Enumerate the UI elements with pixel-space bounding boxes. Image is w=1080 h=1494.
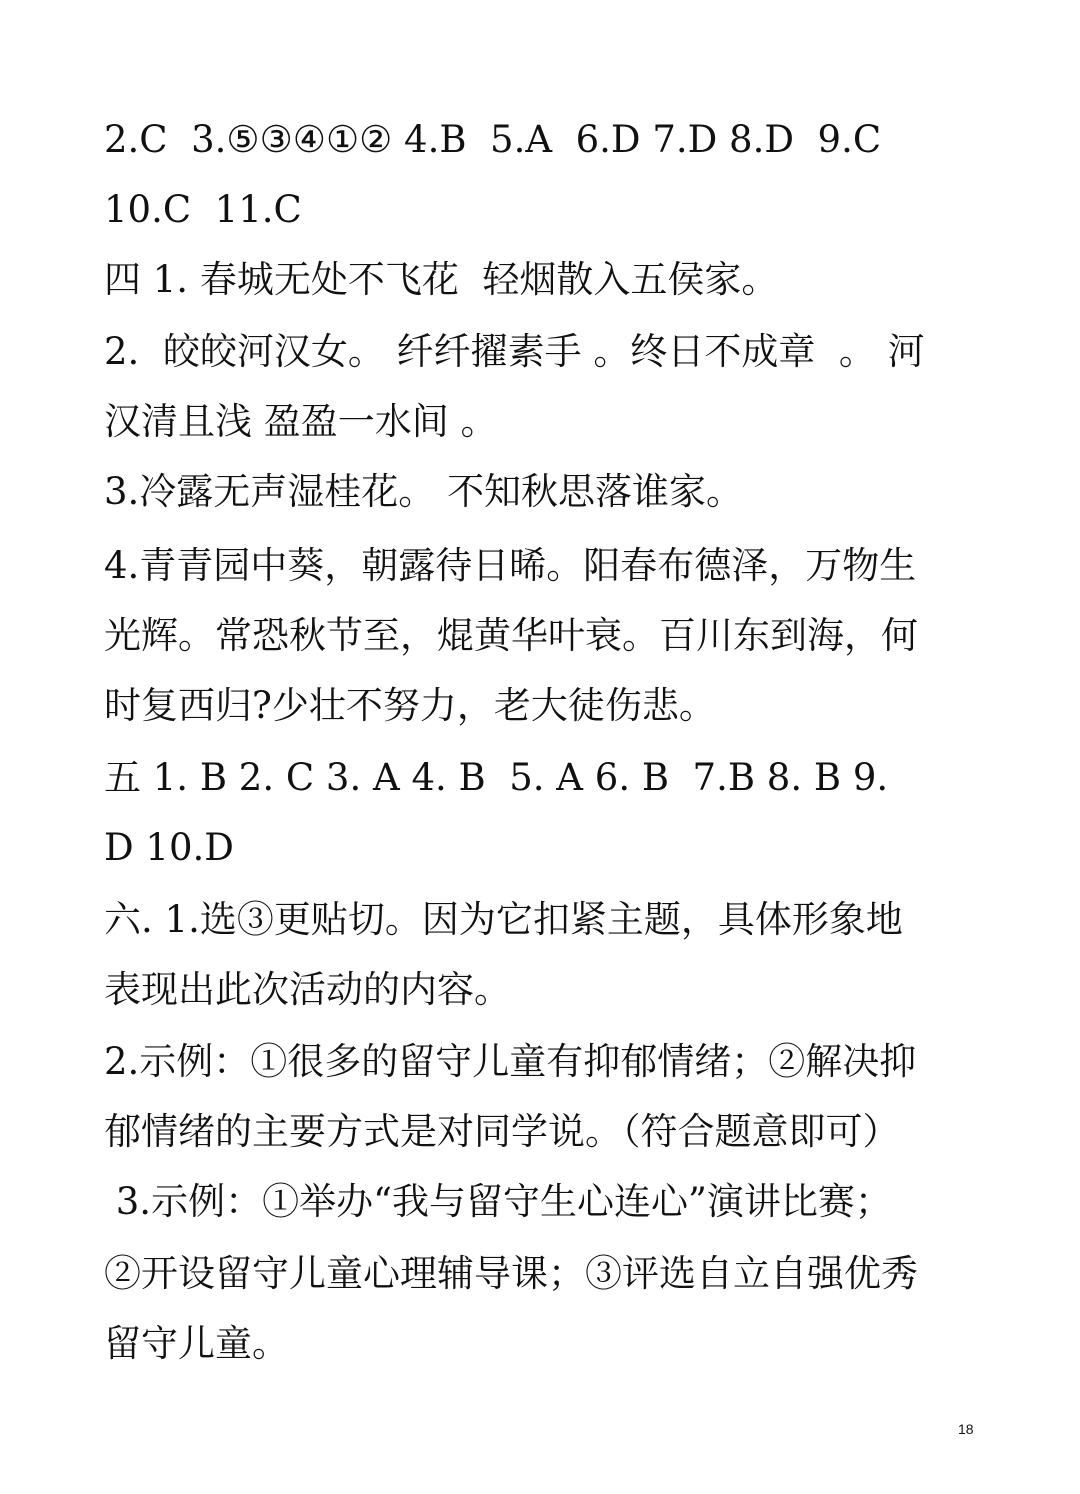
text-line-10: 五 1. B 2. C 3. A 4. B 5. A 6. B 7.B 8. B 9.	[104, 756, 889, 799]
text-line-18: 留守儿童。	[104, 1322, 289, 1365]
text-line-2: 10.C 11.C	[104, 188, 302, 231]
text-line-7: 4.青青园中葵，朝露待日晞。阳春布德泽，万物生	[104, 544, 917, 587]
text-line-3: 四 1. 春城无处不飞花 轻烟散入五侯家。	[104, 258, 779, 301]
text-line-5: 汉清且浅 盈盈一水间 。	[104, 400, 498, 443]
text-line-17: ②开设留守儿童心理辅导课；③评选自立自强优秀	[104, 1252, 918, 1295]
text-line-4: 2. 皎皎河汉女。 纤纤擢素手 。终日不成章 。 河	[104, 330, 925, 373]
text-line-16: 3.示例：①举办“我与留守生心连心”演讲比赛；	[104, 1180, 892, 1223]
text-line-11: D 10.D	[104, 826, 234, 869]
text-line-14: 2.示例：①很多的留守儿童有抑郁情绪；②解决抑	[104, 1040, 917, 1083]
page-number: 18	[958, 1421, 974, 1437]
text-line-13: 表现出此次活动的内容。	[104, 968, 511, 1011]
text-line-15: 郁情绪的主要方式是对同学说。（符合题意即可）	[104, 1110, 900, 1153]
text-line-6: 3.冷露无声湿桂花。 不知秋思落谁家。	[104, 470, 744, 513]
text-line-1: 2.C 3.⑤③④①② 4.B 5.A 6.D 7.D 8.D 9.C	[104, 118, 882, 161]
text-line-8: 光辉。常恐秋节至，焜黄华叶衰。百川东到海，何	[104, 614, 918, 657]
text-line-9: 时复西归?少壮不努力，老大徒伤悲。	[104, 684, 716, 727]
text-line-12: 六. 1.选③更贴切。因为它扣紧主题，具体形象地	[104, 898, 903, 941]
